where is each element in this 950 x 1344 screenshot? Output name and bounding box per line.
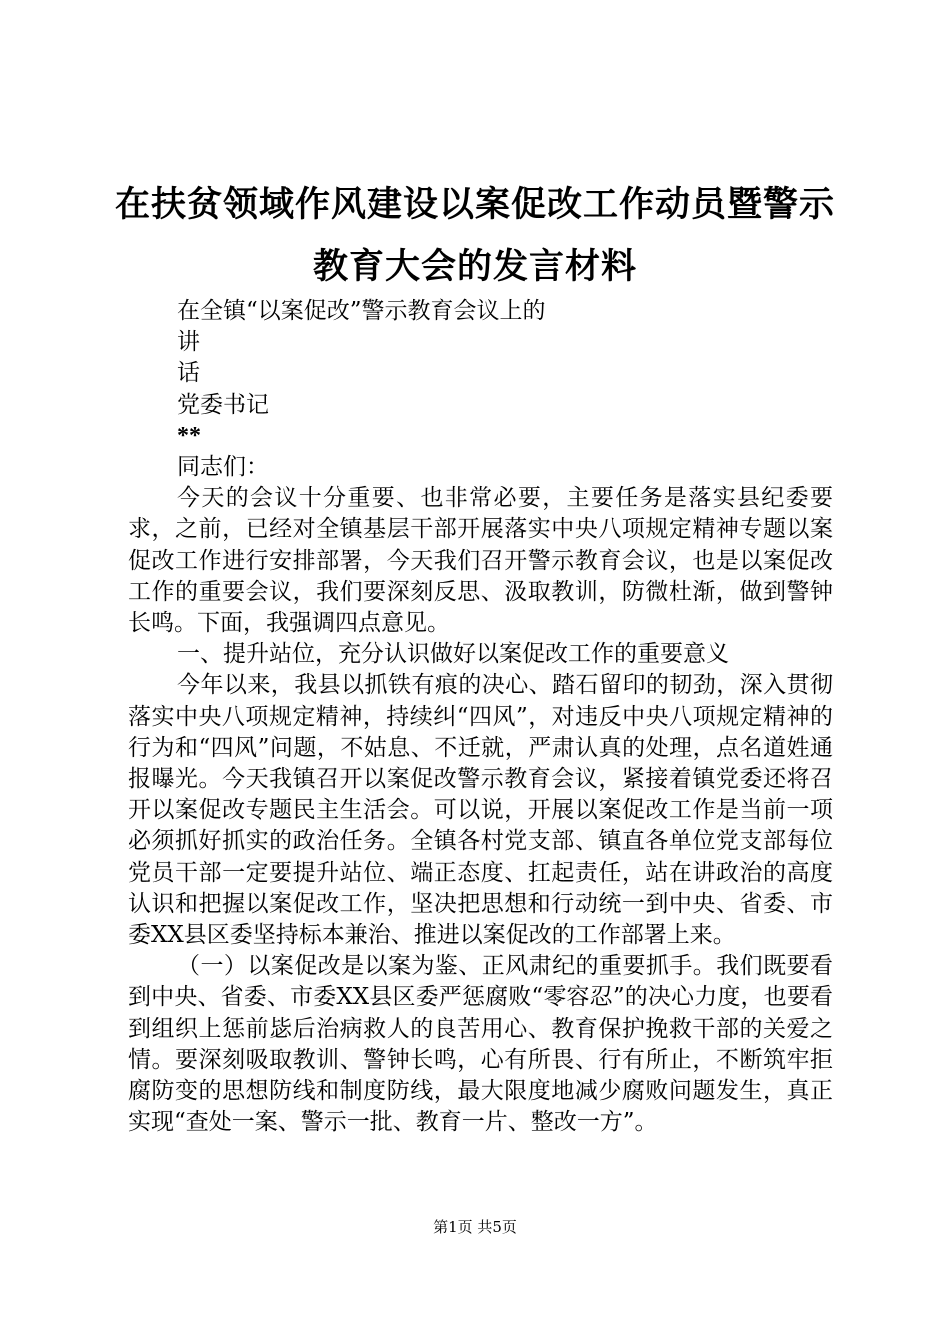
- page-footer: 第1页 共5页: [433, 1218, 517, 1236]
- title-line-2: 教育大会的发言材料: [312, 246, 637, 287]
- speaker-role: 党委书记: [177, 391, 269, 418]
- paragraph-subsection-1: （一）以案促改是以案为鉴、正风肃纪的重要抓手。我们既要看到中央、省委、市委XX县区委严惩腐败“零容忍”的决心力度，也要看到组织上惩前毖后治病救人的良苦用心、教育保护挽救干部的关爱之情。要深刻吸取教训、警钟长鸣，心有所畏、行有所止，不断筑牢拒腐防变的思想防线和制度防线，最大限度地减少腐败问题发生，真正实现“查处一案、警示一批、教育一片、整改一方”。: [128, 953, 833, 1136]
- paragraph-intro: 今天的会议十分重要、也非常必要，主要任务是落实县纪委要求，之前，已经对全镇基层干部开展落实中央八项规定精神专题以案促改工作进行安排部署，今天我们召开警示教育会议，也是以案促改工作的重要会议，我们要深刻反思、汲取教训，防微杜渐，做到警钟长鸣。下面，我强调四点意见。: [128, 485, 833, 637]
- document-title: [110, 174, 840, 298]
- greeting: 同志们：: [177, 454, 269, 481]
- speaker-name: **: [177, 422, 201, 449]
- subtitle-line-1: 在全镇“以案促改”警示教育会议上的: [177, 298, 546, 324]
- subtitle-line-2: 讲: [177, 329, 200, 356]
- title-line-1: 在扶贫领域作风建设以案促改工作动员暨警示: [114, 184, 835, 225]
- subtitle-line-3: 话: [177, 360, 200, 387]
- section-heading-1: 一、提升站位，充分认识做好以案促改工作的重要意义: [177, 641, 729, 668]
- paragraph-section-1: 今年以来，我县以抓铁有痕的决心、踏石留印的韧劲，深入贯彻落实中央八项规定精神，持续纠“四风”，对违反中央八项规定精神的行为和“四风”问题，不姑息、不迁就，严肃认真的处理，点名道姓通报曝光。今天我镇召开以案促改警示教育会议，紧接着镇党委还将召开以案促改专题民主生活会。可以说，开展以案促改工作是当前一项必须抓好抓实的政治任务。全镇各村党支部、镇直各单位党支部每位党员干部一定要提升站位、端正态度、扛起责任，站在讲政治的高度认识和把握以案促改工作，坚决把思想和行动统一到中央、省委、市委XX县区委坚持标本兼治、推进以案促改的工作部署上来。: [128, 672, 833, 949]
- document-body: [128, 296, 833, 1138]
